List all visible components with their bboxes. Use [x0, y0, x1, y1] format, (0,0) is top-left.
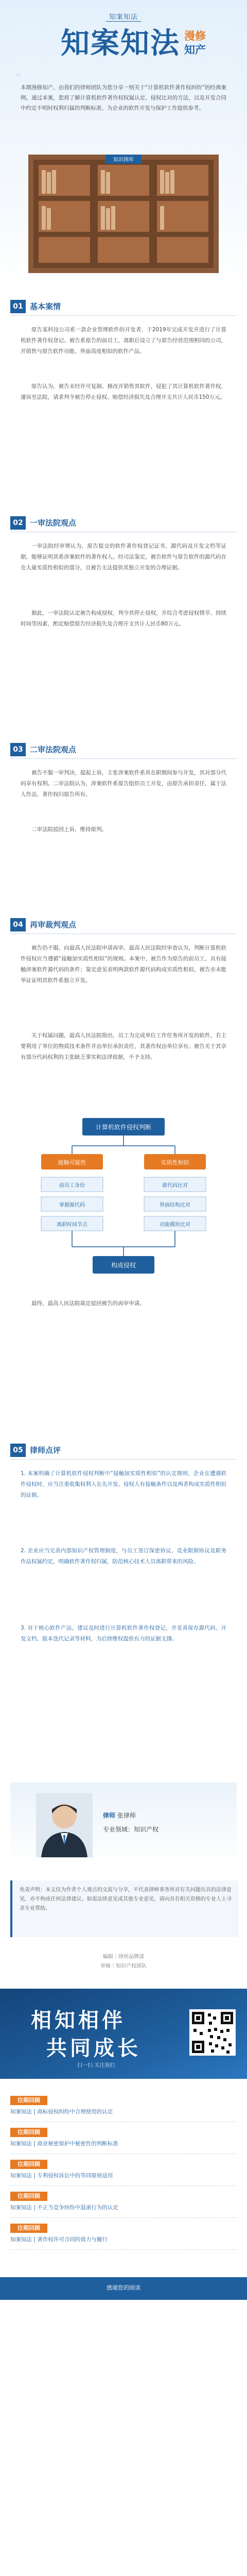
flow-left-item-label: 前员工身份 — [59, 1183, 85, 1189]
paragraph: 被告不服一审判决，提起上诉，主张涉案软件系其在职期间参与开发，其对部分代码享有权利。二审法院认为，涉案软件系原告组织员工开发，由原告承担责任，属于法人作品，著作权归原告所有。 — [21, 770, 226, 798]
related-link[interactable]: 知案知法 | 著作权许可合同的效力与履行 — [10, 2236, 108, 2243]
paragraph: 最终，最高人民法院裁定驳回被告的再审申请。 — [31, 1300, 145, 1307]
flow-right-item-label: 功能模块比对 — [160, 1222, 190, 1228]
related-tag: 往期回顾 — [10, 2160, 47, 2169]
library-illustration — [28, 155, 219, 273]
section-heading — [10, 515, 237, 532]
related-articles — [10, 2092, 237, 2257]
section-title: 律师点评 — [30, 1446, 61, 1455]
related-tag: 往期回顾 — [10, 2192, 47, 2201]
section-number: 03 — [10, 743, 26, 756]
title-text: 知案知法 — [61, 26, 180, 60]
banner-caption: 扫一扫 关注我们 — [77, 2063, 115, 2069]
paragraph: 据此，一审法院认定被告构成侵权，判令其停止侵权，并综合考虑侵权情节、持续时间等因素，酌定赔偿原告经济损失及合理开支共计人民币80万元。 — [21, 610, 226, 627]
related-tag: 往期回顾 — [10, 2224, 47, 2233]
section-title: 二审法院观点 — [30, 745, 77, 754]
related-article-item[interactable] — [10, 2188, 237, 2218]
section-number: 04 — [10, 918, 26, 931]
author-field: 专业领域：知识产权 — [103, 1826, 159, 1833]
flow-left-item-label: 掌握源代码 — [59, 1202, 85, 1208]
paragraph: 3. 对于核心软件产品，建议及时进行计算机软件著作权登记，并妥善保存源代码、开发文档、版本迭代记录等材料，为后续维权提供有力的证据支撑。 — [21, 1625, 226, 1642]
paragraph: 2. 企业应当完善内部知识产权管理制度，与员工签订保密协议、竞业限制协议及职务作品权属约定，明确软件著作权归属，防范核心技术人员离职带来的风险。 — [21, 1548, 226, 1565]
section-heading — [10, 742, 237, 759]
flow-result-label: 构成侵权 — [111, 1262, 136, 1269]
column-tag: 知案知法 — [0, 11, 247, 21]
related-article-item[interactable] — [10, 2124, 237, 2154]
related-link[interactable]: 知案知法 | 专利侵权诉讼中的等同原则适用 — [10, 2173, 113, 2179]
disclaimer-box — [10, 1880, 239, 1937]
paragraph: 关于权属问题，最高人民法院指出，员工为完成单位工作任务所开发的软件，若主要利用了单位的物质技术条件并由单位承担责任，其著作权由单位享有。被告关于其享有部分代码权利的主张缺乏事实和法律依据，不予支持。 — [21, 1032, 226, 1060]
header — [0, 0, 247, 289]
related-tag: 往期回顾 — [10, 2096, 47, 2105]
related-link[interactable]: 知案知法 | 商标侵权纠纷中合理使用的认定 — [10, 2109, 113, 2115]
paragraph: 1. 本案明确了计算机软件侵权判断中“接触加实质性相似”的认定规则，企业在遭遇软件侵权时，应当注重收集权利人在先开发、侵权人有接触条件以及两者构成实质性相似的证据。 — [21, 1470, 226, 1498]
library-label: 知识图库 — [113, 157, 134, 163]
paragraph: 被告仍不服，向最高人民法院申请再审。最高人民法院经审查认为，判断计算机软件侵权应当遵循“接触加实质性相似”的规则。本案中，被告作为原告的前员工，具有接触涉案软件源代码的条件；鉴定意见表明两款软件源代码构成实质性相似，被告亦未能举证证明其软件系独立开发。 — [21, 945, 226, 984]
flow-root-label: 计算机软件侵权判断 — [95, 1124, 152, 1131]
section-basic-facts — [0, 299, 247, 505]
author-card — [10, 1783, 237, 1865]
section-first-instance — [0, 515, 247, 732]
page-title — [21, 23, 226, 63]
author-name: 律师 张律师 — [103, 1812, 136, 1819]
brand-banner — [0, 1989, 247, 2079]
footer-bar — [0, 2277, 247, 2300]
footer-text: 感谢您的阅读 — [107, 2284, 140, 2291]
paragraph: 二审法院驳回上诉，维持原判。 — [31, 826, 107, 833]
related-link[interactable]: 知案知法 | 商业秘密保护中秘密性的判断标准 — [10, 2141, 118, 2147]
section-heading — [10, 1443, 237, 1460]
paragraph: 一审法院经审理认为，原告提交的软件著作权登记证书、源代码及开发文档等证据，能够证明其系涉案软件的著作权人。经司法鉴定，被告软件与原告软件的源代码存在大量实质性相似的部分，且被告无法提供其独立开发的合理证据。 — [21, 543, 226, 571]
section-heading — [10, 917, 237, 934]
title-subtitle: 漫修 知产 — [184, 30, 206, 56]
section-title: 基本案情 — [30, 302, 61, 311]
related-article-item[interactable] — [10, 2092, 237, 2122]
flow-left-label: 接触可能性 — [58, 1159, 86, 1166]
intro-text: 本期漫修知产，由我们的律师团队为您分享一则关于“计算机软件著作权纠纷”的经典案例。通过本案，您将了解计算机软件著作权权属认定、侵权比对的方法，以及开发合同中约定不明时权利归属的判断标准，为企业的软件开发与保护工作提供参考。 — [21, 84, 226, 111]
flow-right-item-label: 源代码比对 — [162, 1183, 188, 1189]
section-number: 05 — [10, 1444, 26, 1457]
related-article-item[interactable] — [10, 2156, 237, 2186]
paragraph: 原告某科技公司系一款企业管理软件的开发者，于2019年完成开发并进行了计算机软件著作权登记。被告系原告的前员工，离职后设立了与原告经营范围相同的公司，并销售与原告软件功能、界面高度相似的软件产品。 — [21, 327, 226, 354]
section-second-instance — [0, 742, 247, 907]
section-title: 再审裁判观点 — [30, 920, 77, 929]
paragraph: 原告认为，被告未经许可复制、修改并销售其软件，侵犯了其计算机软件著作权，遂诉至法院，请求判令被告停止侵权、赔偿经济损失及合理开支共计人民币150万元。 — [21, 383, 226, 400]
section-number: 01 — [10, 300, 26, 313]
infringement-flowchart — [26, 1113, 221, 1283]
author-avatar — [36, 1793, 93, 1857]
section-heading — [10, 299, 237, 316]
section-number: 02 — [10, 516, 26, 530]
related-link[interactable]: 知案知法 | 不正当竞争纠纷中混淆行为的认定 — [10, 2205, 118, 2211]
section-title: 一审法院观点 — [30, 518, 77, 528]
quote-icon: “ — [15, 72, 22, 85]
flow-right-item-label: 界面结构比对 — [160, 1202, 190, 1208]
flow-right-label: 实质性相似 — [161, 1159, 189, 1166]
banner-line-1: 相知相伴 — [31, 2008, 126, 2032]
flow-left-item-label: 离职时间节点 — [57, 1222, 87, 1228]
banner-line-2: 共同成长 — [46, 2036, 141, 2060]
related-article-item[interactable] — [10, 2219, 237, 2250]
related-tag: 往期回顾 — [10, 2128, 47, 2137]
section-retrial — [0, 917, 247, 1432]
credits: 编辑｜律所品牌部 审核｜知识产权团队 — [100, 1954, 147, 1969]
qr-code-icon[interactable] — [189, 2009, 236, 2056]
section-lawyer-comments — [0, 1443, 247, 1762]
disclaimer-text: 免责声明：本文仅为作者个人观点的交流与分享，不代表律师事务所对有关问题出具的法律意见，亦不构成任何法律建议。如需法律意见或其他专业意见，请向具有相关资格的专业人士寻求专业帮助。 — [20, 1887, 232, 1911]
